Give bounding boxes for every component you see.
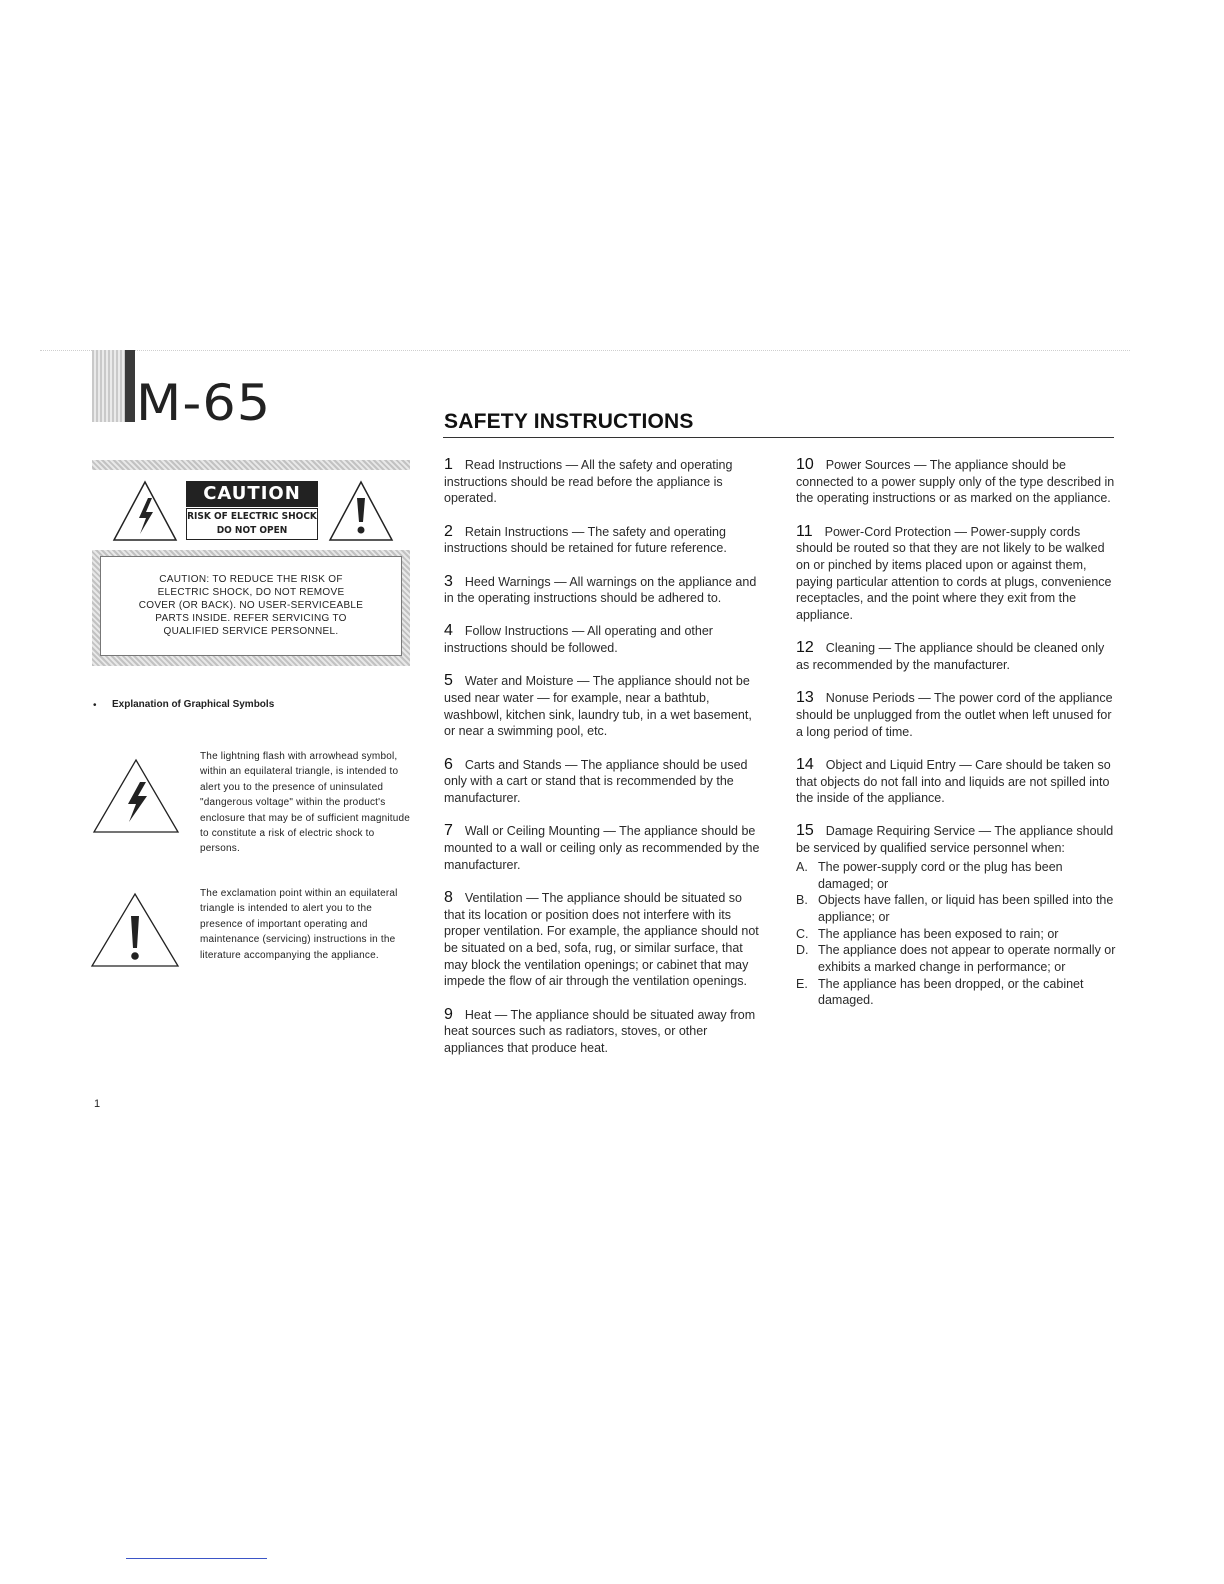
logo-bar-accent: [125, 350, 135, 422]
instruction-number: 6: [444, 755, 453, 773]
damage-subitem: [796, 976, 1118, 1009]
instruction-number: 4: [444, 622, 453, 640]
damage-subitem: [796, 926, 1118, 943]
instruction-text: Cleaning — The appliance should be cleaned only as recommended by the manufacturer.: [796, 641, 1105, 673]
subitem-text: The appliance has been dropped, or the cabinet damaged.: [818, 976, 1084, 1008]
damage-subitem: [796, 859, 1118, 892]
instructions-column-1: [444, 457, 766, 1073]
lightning-symbol-text: The lightning flash with arrowhead symbol, within an equilateral triangle, is intended to alert you to the presence of uninsulated "dangerous voltage" within the product's enclosure that may be of sufficient magnitude to constitute a risk of electric shock to persons.: [200, 751, 411, 855]
instructions-column-2: [796, 457, 1118, 1009]
instruction-number: 14: [796, 755, 814, 773]
subitem-text: The appliance has been exposed to rain; or: [818, 926, 1059, 941]
instruction-text: Carts and Stands — The appliance should be used only with a cart or stand that is recommended by the manufacturer.: [444, 757, 748, 806]
section-title: SAFETY INSTRUCTIONS: [444, 410, 694, 433]
instruction-number: 15: [796, 822, 814, 840]
instruction-number: 7: [444, 822, 453, 840]
damage-subitem: [796, 942, 1118, 975]
instruction-item: [444, 1007, 766, 1057]
instruction-number: 3: [444, 572, 453, 590]
subitem-letter: B.: [796, 893, 808, 908]
instruction-item: [444, 757, 766, 807]
lightning-symbol-icon: [92, 758, 180, 834]
subitem-letter: E.: [796, 976, 808, 991]
instruction-text: Power-Cord Protection — Power-supply cords should be routed so that they are not likely to be walked on or pinched by items placed upon or against them, paying particular attention to cords at plugs, convenience receptacles, and the point where they exit from the appliance.: [796, 524, 1112, 623]
instruction-number: 13: [796, 689, 814, 707]
exclamation-symbol-icon: [90, 892, 180, 968]
instruction-text: Heat — The appliance should be situated away from heat sources such as radiators, stoves, or other appliances that produce heat.: [444, 1007, 756, 1055]
damage-subitem: [796, 892, 1118, 925]
instruction-text: Follow Instructions — All operating and other instructions should be followed.: [444, 624, 713, 656]
bottom-blue-rule: [126, 1558, 267, 1559]
caution-subtitle: [186, 508, 318, 540]
lightning-triangle-icon: [112, 480, 178, 542]
subitem-text: The power-supply cord or the plug has been damaged; or: [818, 859, 1063, 891]
instruction-number: 12: [796, 639, 814, 657]
instruction-item: [444, 524, 766, 557]
subitem-letter: D.: [796, 943, 809, 958]
caution-subtitle-line1: RISK OF ELECTRIC SHOCK: [187, 511, 317, 522]
instruction-text: Ventilation — The appliance should be situated so that its location or position does not interfere with its proper ventilation. For example, the appliance should not be situated on a bed, sofa, rug, or similar surface, that may block the ventilation openings; or cabinet that may impede the flow of air through the ventilation openings.: [444, 890, 759, 989]
explanation-bullet: •: [93, 700, 97, 711]
instruction-item: [796, 690, 1118, 740]
exclamation-symbol-text: The exclamation point within an equilateral triangle is intended to alert you to the presence of important operating and maintenance (servicing) instructions in the literature accompanying the appliance.: [200, 888, 398, 961]
caution-text: CAUTION: TO REDUCE THE RISK OF ELECTRIC SHOCK, DO NOT REMOVE COVER (OR BACK). NO USER-SERVICEABLE PARTS INSIDE. REFER SERVICING TO QUALIFIED SERVICE PERSONNEL.: [138, 574, 364, 637]
subitem-text: Objects have fallen, or liquid has been spilled into the appliance; or: [818, 893, 1114, 924]
explanation-title: Explanation of Graphical Symbols: [112, 699, 275, 710]
instruction-item: [444, 673, 766, 740]
instruction-item: [796, 640, 1118, 673]
instruction-item: [796, 457, 1118, 507]
instruction-number: 5: [444, 672, 453, 690]
page-number: 1: [94, 1098, 101, 1110]
instruction-text: Power Sources — The appliance should be connected to a power supply only of the type described in the operating instructions or as marked on the appliance.: [796, 458, 1115, 506]
instruction-number: 8: [444, 888, 453, 906]
instruction-number: 10: [796, 456, 814, 473]
instruction-text: Retain Instructions — The safety and operating instructions should be retained for future reference.: [444, 524, 727, 556]
instruction-text: Damage Requiring Service — The appliance should be serviced by qualified service personnel when:: [796, 824, 1114, 856]
subitem-text: The appliance does not appear to operate normally or exhibits a marked change in performance; or: [818, 943, 1116, 975]
instruction-item: [444, 823, 766, 873]
instruction-number: 9: [444, 1005, 453, 1023]
exclamation-triangle-icon: [328, 480, 394, 542]
instruction-text: Object and Liquid Entry — Care should be taken so that objects do not fall into and liquids are not spilled into the inside of the appliance.: [796, 757, 1111, 806]
instruction-item: [444, 623, 766, 656]
instruction-text: Read Instructions — All the safety and operating instructions should be read before the appliance is operated.: [444, 458, 733, 506]
instruction-number: 11: [796, 522, 813, 540]
instruction-item: [444, 890, 766, 990]
subitem-letter: A.: [796, 859, 808, 874]
instruction-item: [796, 823, 1118, 856]
instruction-number: 2: [444, 522, 453, 540]
title-rule: [443, 437, 1114, 438]
instruction-item: [796, 524, 1118, 624]
instruction-text: Wall or Ceiling Mounting — The appliance should be mounted to a wall or ceiling only as recommended by the manufacturer.: [444, 824, 760, 872]
instruction-item: [796, 757, 1118, 807]
instruction-text: Nonuse Periods — The power cord of the appliance should be unplugged from the outlet when left unused for a long period of time.: [796, 691, 1113, 739]
instruction-item: [444, 457, 766, 507]
instruction-text: Water and Moisture — The appliance should not be used near water — for example, near a bathtub, washbowl, kitchen sink, laundry tub, in a wet basement, or near a swimming pool, etc.: [444, 674, 752, 739]
top-dotted-line: [40, 350, 1130, 351]
instruction-text: Heed Warnings — All warnings on the appliance and in the operating instructions should be adhered to.: [444, 574, 757, 606]
instruction-number: 1: [444, 456, 453, 473]
caution-subtitle-line2: DO NOT OPEN: [216, 525, 288, 536]
model-logo: M-65: [136, 374, 272, 432]
subitem-letter: C.: [796, 926, 809, 941]
instruction-item: [444, 574, 766, 607]
caution-title: CAUTION: [186, 481, 318, 507]
